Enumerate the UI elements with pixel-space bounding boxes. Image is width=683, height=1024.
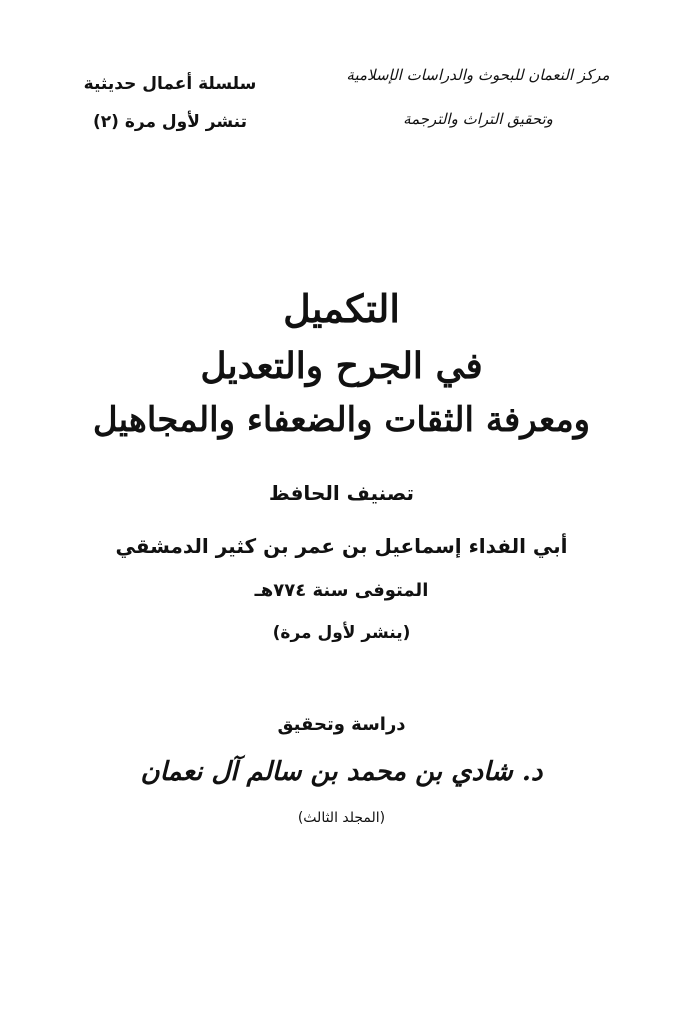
book-title-line-1: التكميل — [283, 286, 400, 331]
compiled-by-label: تصنيف الحافظ — [268, 481, 415, 505]
study-and-edit-label: دراسة وتحقيق — [277, 714, 406, 735]
series-header — [70, 70, 270, 136]
book-title-line-2: في الجرح والتعديل — [200, 345, 483, 387]
series-name: سلسلة أعمال حديثية — [83, 74, 257, 94]
editor-name: د. شادي بن محمد بن سالم آل نعمان — [140, 757, 543, 787]
publisher-center-name: مركز النعمان للبحوث والدراسات الإسلامية — [346, 66, 610, 84]
author-death-date: المتوفى سنة ٧٧٤هـ — [254, 580, 429, 601]
publisher-center-purpose: وتحقيق التراث والترجمة — [403, 110, 553, 128]
author-name: أبي الفداء إسماعيل بن عمر بن كثير الدمشقي — [115, 534, 568, 558]
series-publication-note: تنشر لأول مرة (٢) — [92, 112, 247, 132]
first-publication-note: (ينشر لأول مرة) — [272, 623, 411, 643]
publisher-header — [343, 62, 613, 132]
book-title-line-3: ومعرفة الثقات والضعفاء والمجاهيل — [92, 400, 591, 440]
volume-label: (المجلد الثالث) — [297, 810, 386, 826]
